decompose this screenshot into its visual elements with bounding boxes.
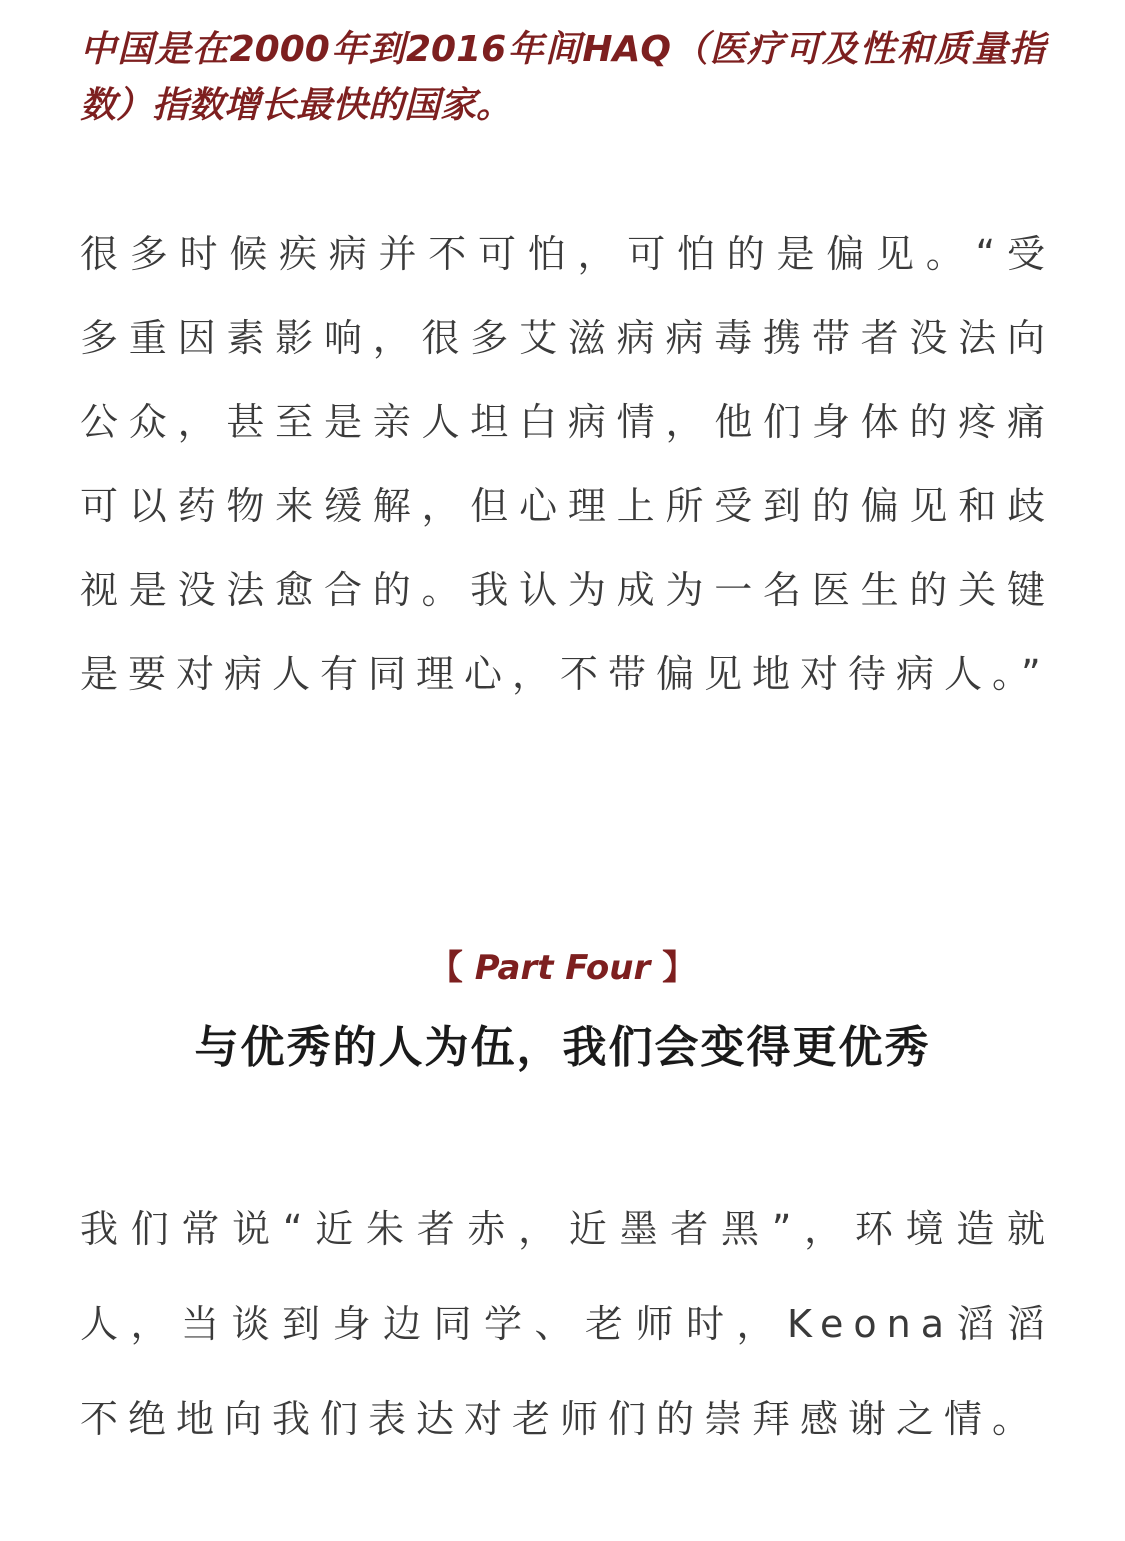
article-body bbox=[80, 0, 1055, 1441]
paragraph-environment: 我们常说“近朱者赤，近墨者黑”，环境造就人，当谈到身边同学、老师时，Keona滔滔不绝地向我们表达对老师们的崇拜感谢之情。 bbox=[80, 1207, 1055, 1441]
section-title: 与优秀的人为伍，我们会变得更优秀 bbox=[194, 1022, 931, 1073]
close-bracket: 】 bbox=[662, 948, 697, 988]
section-header bbox=[80, 944, 1045, 1078]
section-label bbox=[80, 944, 1045, 992]
section-part-label: Part Four bbox=[474, 948, 651, 988]
highlight-statement: 中国是在2000年到2016年间HAQ（医疗可及性和质量指数）指数增长最快的国家。 bbox=[80, 29, 1045, 126]
open-bracket: 【 bbox=[428, 948, 463, 988]
paragraph-quote: 很多时候疾病并不可怕，可怕的是偏见。“受多重因素影响，很多艾滋病病毒携带者没法向公众，甚至是亲人坦白病情，他们身体的疼痛可以药物来缓解，但心理上所受到的偏见和歧视是没法愈合的。我认为成为一名医生的关键是要对病人有同理心，不带偏见地对待病人。” bbox=[80, 232, 1055, 696]
